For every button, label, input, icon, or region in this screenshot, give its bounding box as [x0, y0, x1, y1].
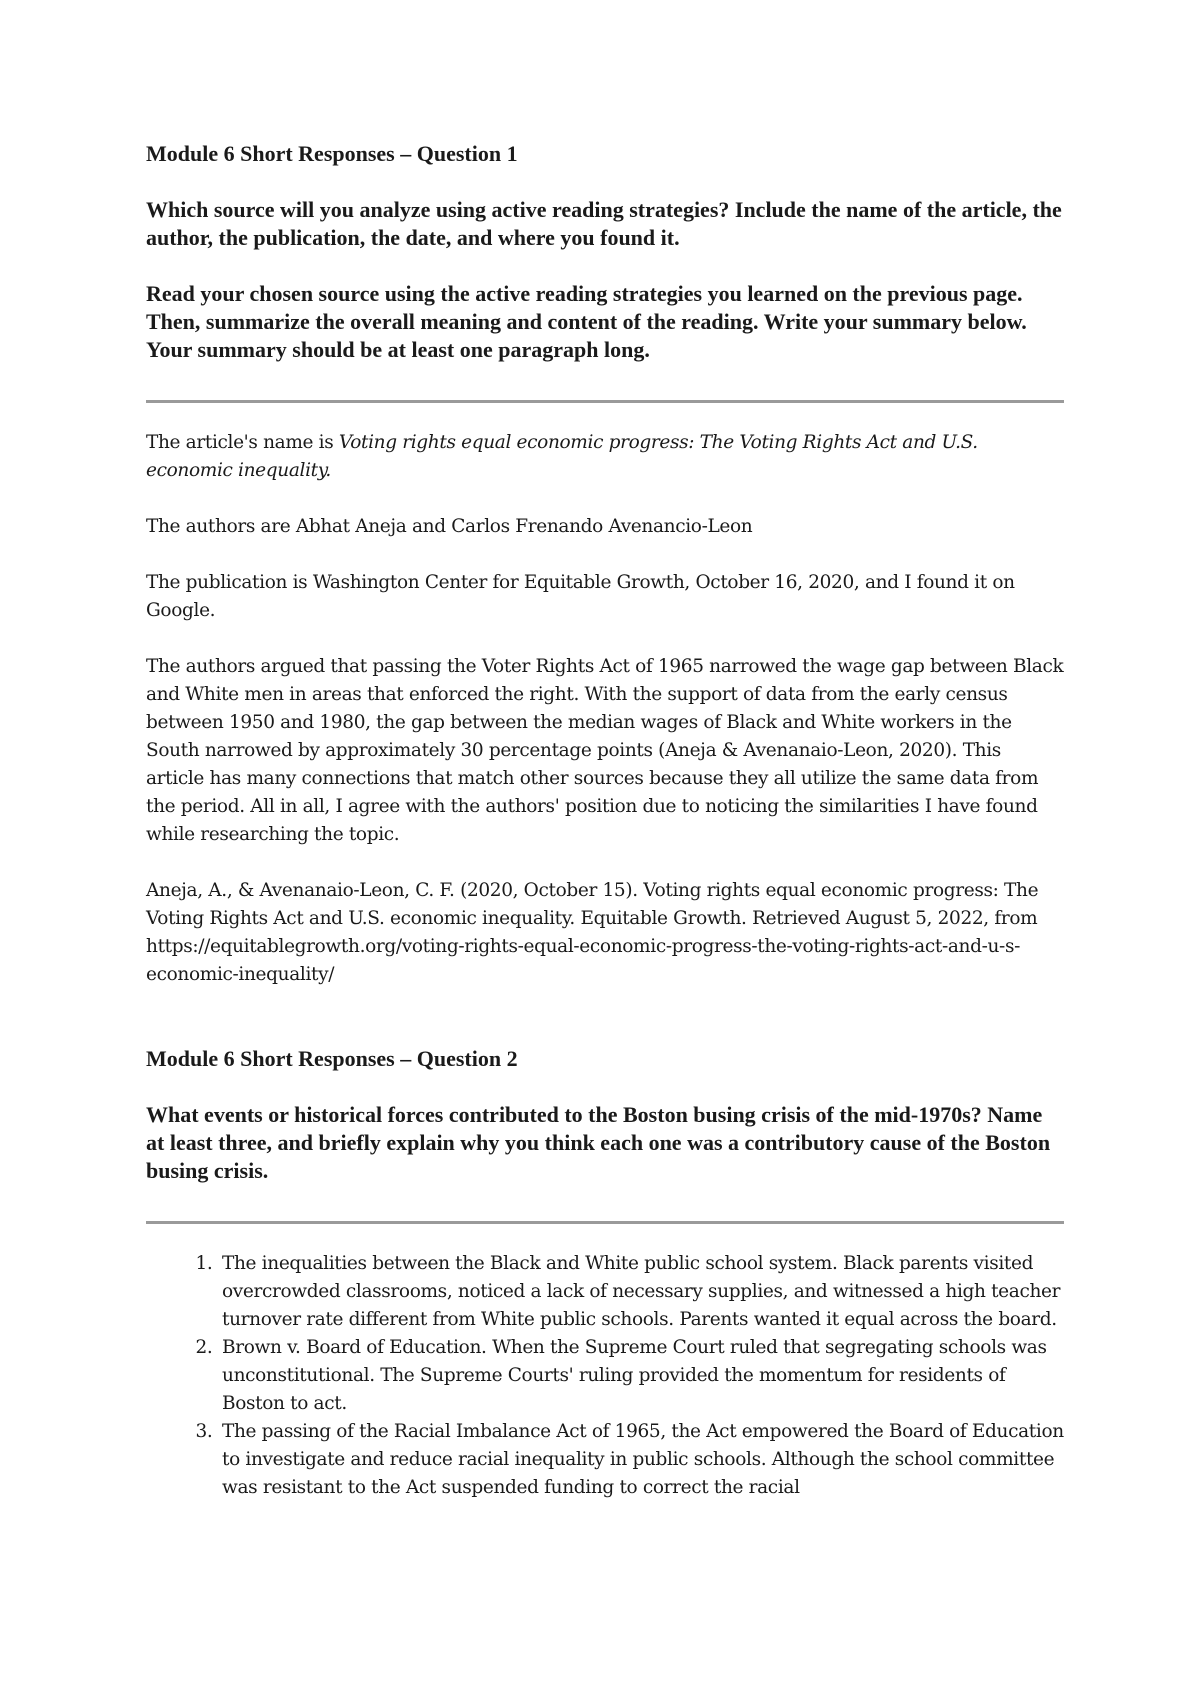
question-1-prompt-summary: Read your chosen source using the active reading strategies you learned on the previous page. Then, summarize the overall meaning and content of the reading. Write your summary below. Your summary should be at least one paragraph long.: [146, 281, 1027, 362]
article-name-line: [146, 429, 1064, 485]
question-2-section: [146, 1045, 1064, 1502]
question-1-title: Module 6 Short Responses – Question 1: [146, 141, 518, 166]
question-1-answer: [146, 429, 1064, 989]
reference-citation: Aneja, A., & Avenanaio-Leon, C. F. (2020, October 15). Voting rights equal economic progress: The Voting Rights Act and U.S. economic inequality. Equitable Growth. Retrieved August 5, 2022, from https://equitablegrowth.org/voting-rights-equal-economic-progress-the-voting-rights-act-and-u-s-economic-inequality/: [146, 880, 1039, 985]
question-2-title: Module 6 Short Responses – Question 2: [146, 1046, 518, 1071]
list-item: 1. The inequalities between the Black and White public school system. Black parents visited overcrowded classrooms, noticed a lack of necessary supplies, and witnessed a high teacher turnover rate different from White public schools. Parents wanted it equal across the board.: [218, 1250, 1064, 1334]
document-page: [146, 140, 1064, 1502]
answer-divider-2: [146, 1221, 1064, 1224]
question-2-prompt: What events or historical forces contributed to the Boston busing crisis of the mid-1970s? Name at least three, and briefly explain why you think each one was a contributory cause of the Boston busing crisis.: [146, 1102, 1051, 1183]
question-2-answer-list: [146, 1250, 1064, 1502]
article-name-prefix: The article's name is: [146, 432, 339, 453]
question-1-prompt-source: Which source will you analyze using active reading strategies? Include the name of the article, the author, the publication, the date, and where you found it.: [146, 197, 1062, 250]
summary-paragraph: The authors argued that passing the Voter Rights Act of 1965 narrowed the wage gap between Black and White men in areas that enforced the right. With the support of data from the early census between 1950 and 1980, the gap between the median wages of Black and White workers in the South narrowed by approximately 30 percentage points (Aneja & Avenanaio-Leon, 2020). This article has many connections that match other sources because they all utilize the same data from the period. All in all, I agree with the authors' position due to noticing the similarities I have found while researching the topic.: [146, 656, 1064, 845]
authors-line: The authors are Abhat Aneja and Carlos Frenando Avenancio-Leon: [146, 516, 753, 537]
publication-line: The publication is Washington Center for Equitable Growth, October 16, 2020, and I found it on Google.: [146, 572, 1015, 621]
answer-divider-1: [146, 400, 1064, 403]
list-item: 3. The passing of the Racial Imbalance Act of 1965, the Act empowered the Board of Education to investigate and reduce racial inequality in public schools. Although the school committee was resistant to the Act suspended funding to correct the racial: [218, 1418, 1064, 1502]
question-1-section: [146, 140, 1064, 989]
article-title: Voting rights equal economic progress: The Voting Rights Act and U.S. economic inequality.: [146, 432, 978, 481]
list-item: 2. Brown v. Board of Education. When the Supreme Court ruled that segregating schools was unconstitutional. The Supreme Courts' ruling provided the momentum for residents of Boston to act.: [218, 1334, 1064, 1418]
